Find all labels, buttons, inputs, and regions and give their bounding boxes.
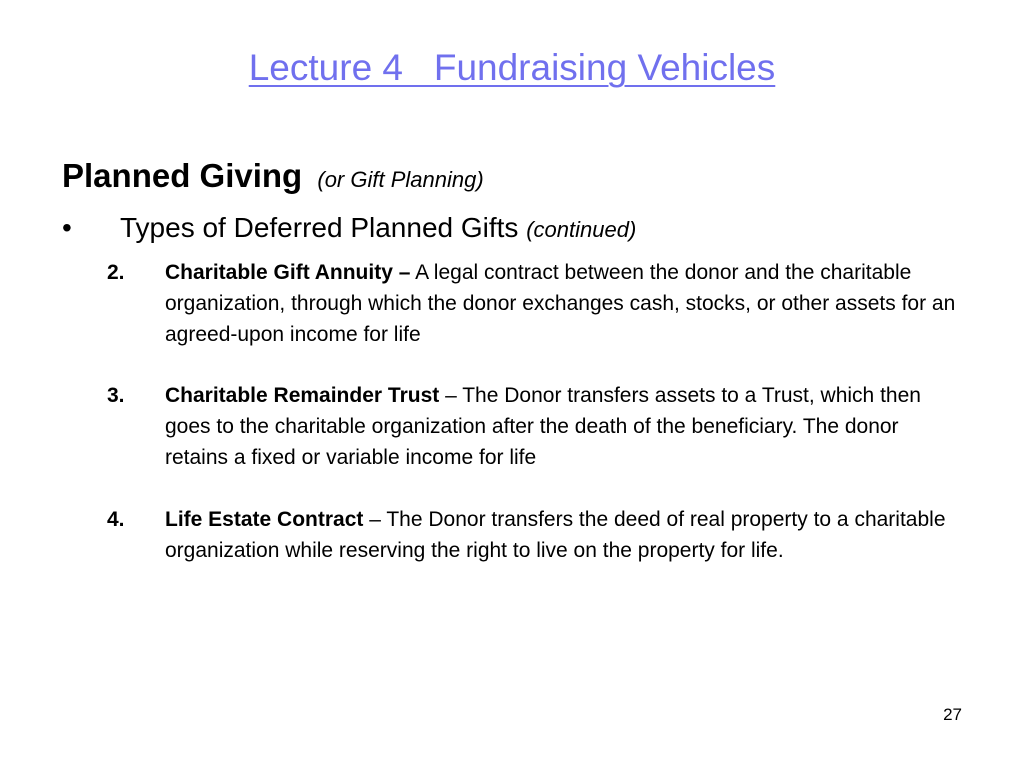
list-item-description: A legal contract between the donor and the charitable organization, through which the donor exchanges cash, stocks, or other assets for an agreed-upon income for life	[165, 261, 956, 346]
list-item-number: 4.	[107, 508, 125, 531]
list-item-life-estate-contract	[107, 504, 967, 566]
list-item-term: Life Estate Contract	[165, 508, 364, 531]
heading-subtitle: (or Gift Planning)	[317, 167, 484, 192]
bullet-subtitle: (continued)	[526, 217, 637, 242]
bullet-text: Types of Deferred Planned Gifts	[120, 212, 519, 243]
slide-title[interactable]: Lecture 4 Fundraising Vehicles	[248, 47, 776, 88]
list-item-body	[165, 504, 967, 566]
list-item-description: – The Donor transfers the deed of real property to a charitable organization while reserving the right to live on the property for life.	[165, 508, 946, 562]
list-item-body	[165, 257, 967, 350]
bullet-item	[62, 208, 636, 250]
list-item-charitable-remainder-trust	[107, 380, 967, 473]
heading-main: Planned Giving	[62, 157, 303, 194]
list-item-term: Charitable Gift Annuity –	[165, 261, 411, 284]
list-item-charitable-gift-annuity	[107, 257, 967, 350]
list-item-number: 2.	[107, 261, 125, 284]
list-item-term: Charitable Remainder Trust	[165, 384, 440, 407]
list-item-number: 3.	[107, 384, 125, 407]
bullet-marker: •	[62, 212, 72, 243]
page-number: 27	[943, 705, 962, 724]
section-heading	[62, 154, 484, 202]
list-item-body	[165, 380, 967, 473]
list-item-description: – The Donor transfers assets to a Trust, which then goes to the charitable organization after the death of the beneficiary. The donor retains a fixed or variable income for life	[165, 384, 921, 469]
